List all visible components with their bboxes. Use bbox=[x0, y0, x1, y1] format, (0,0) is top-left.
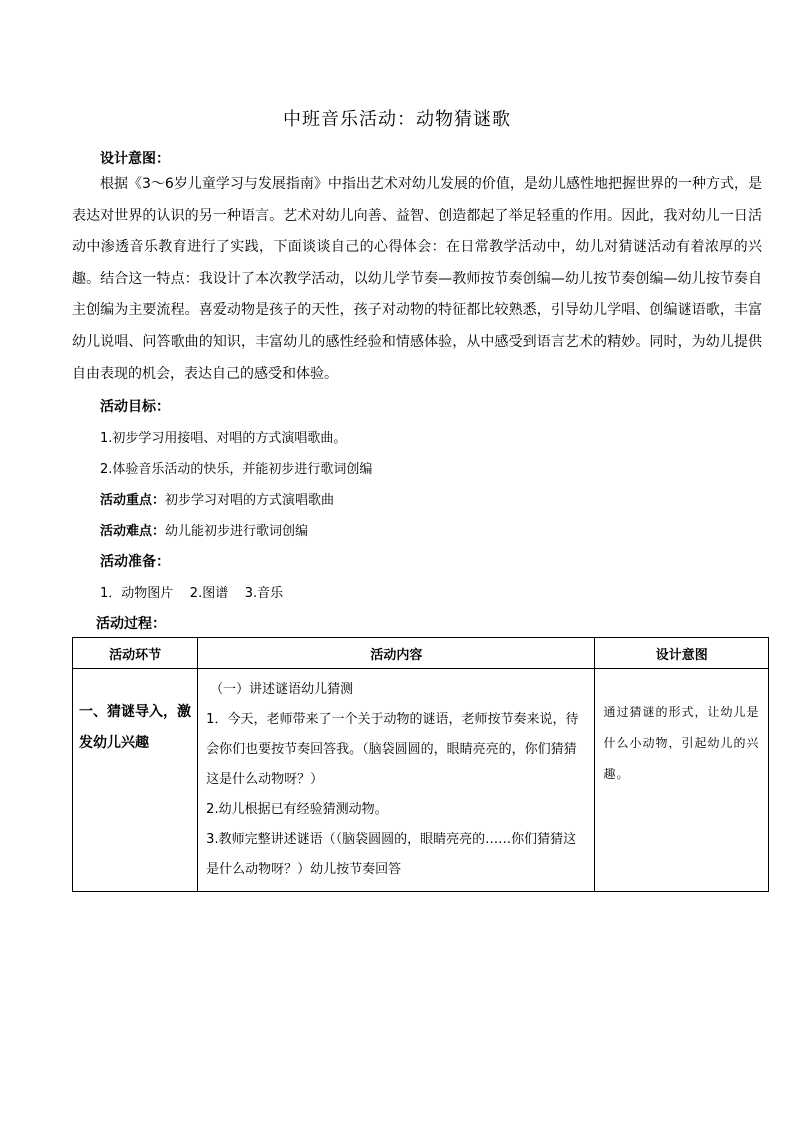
preparation-list: 1．动物图片 2.图谱 3.音乐 bbox=[100, 586, 284, 601]
content-cell bbox=[198, 669, 595, 892]
table-row bbox=[73, 669, 769, 892]
difficulty-label: 活动难点： bbox=[100, 524, 166, 539]
content-line: 1．今天，老师带来了一个关于动物的谜语，老师按节奏来说，待会你们也要按节奏回答我。（脑袋圆圆的，眼睛亮亮的，你们猜猜这是什么动物呀？） bbox=[206, 712, 579, 787]
column-header-content: 活动内容 bbox=[198, 638, 595, 669]
process-table bbox=[72, 637, 769, 892]
stage-cell: 一、猜谜导入，激发幼儿兴趣 bbox=[73, 669, 198, 892]
intent-cell: 通过猜谜的形式，让幼儿是什么小动物，引起幼儿的兴趣。 bbox=[595, 669, 769, 892]
key-point-label: 活动重点： bbox=[100, 493, 166, 508]
content-line: （一）讲述谜语幼儿猜测 bbox=[210, 682, 354, 697]
content-line: 3.教师完整讲述谜语（（脑袋圆圆的，眼睛亮亮的……你们猜猜这是什么动物呀？）幼儿按节奏回答 bbox=[206, 832, 577, 877]
content-line: 2.幼儿根据已有经验猜测动物。 bbox=[206, 802, 388, 817]
process-heading: 活动过程： bbox=[96, 616, 166, 632]
column-header-intent: 设计意图 bbox=[595, 638, 769, 669]
preparation-heading: 活动准备： bbox=[100, 554, 170, 570]
difficulty-text: 幼儿能初步进行歌词创编 bbox=[165, 524, 309, 539]
table-header-row bbox=[73, 638, 769, 669]
design-intent-heading: 设计意图： bbox=[100, 151, 170, 167]
difficulty bbox=[100, 520, 308, 539]
goal-item-1: 1.初步学习用接唱、对唱的方式演唱歌曲。 bbox=[100, 431, 347, 446]
document-title: 中班音乐活动：动物猜谜歌 bbox=[283, 109, 511, 130]
goals-heading: 活动目标： bbox=[100, 399, 170, 415]
design-intent-paragraph: 根据《3～6岁儿童学习与发展指南》中指出艺术对幼儿发展的价值，是幼儿感性地把握世界的一种方式，是表达对世界的认识的另一种语言。艺术对幼儿向善、益智、创造都起了举足轻重的作用。因此，我对幼儿一日活动中渗透音乐教育进行了实践，下面谈谈自己的心得体会：在日常教学活动中，幼儿对猜谜活动有着浓厚的兴趣。结合这一特点：我设计了本次教学活动，以幼儿学节奏—教师按节奏创编—幼儿按节奏创编—幼儿按节奏自主创编为主要流程。喜爱动物是孩子的天性，孩子对动物的特征都比较熟悉，引导幼儿学唱、创编谜语歌，丰富幼儿说唱、问答歌曲的知识，丰富幼儿的感性经验和情感体验，从中感受到语言艺术的精妙。同时，为幼儿提供自由表现的机会，表达自己的感受和体验。 bbox=[72, 176, 762, 382]
column-header-stage: 活动环节 bbox=[73, 638, 198, 669]
key-point bbox=[100, 489, 334, 508]
key-point-text: 初步学习对唱的方式演唱歌曲 bbox=[165, 493, 335, 508]
goal-item-2: 2.体验音乐活动的快乐，并能初步进行歌词创编 bbox=[100, 462, 373, 477]
